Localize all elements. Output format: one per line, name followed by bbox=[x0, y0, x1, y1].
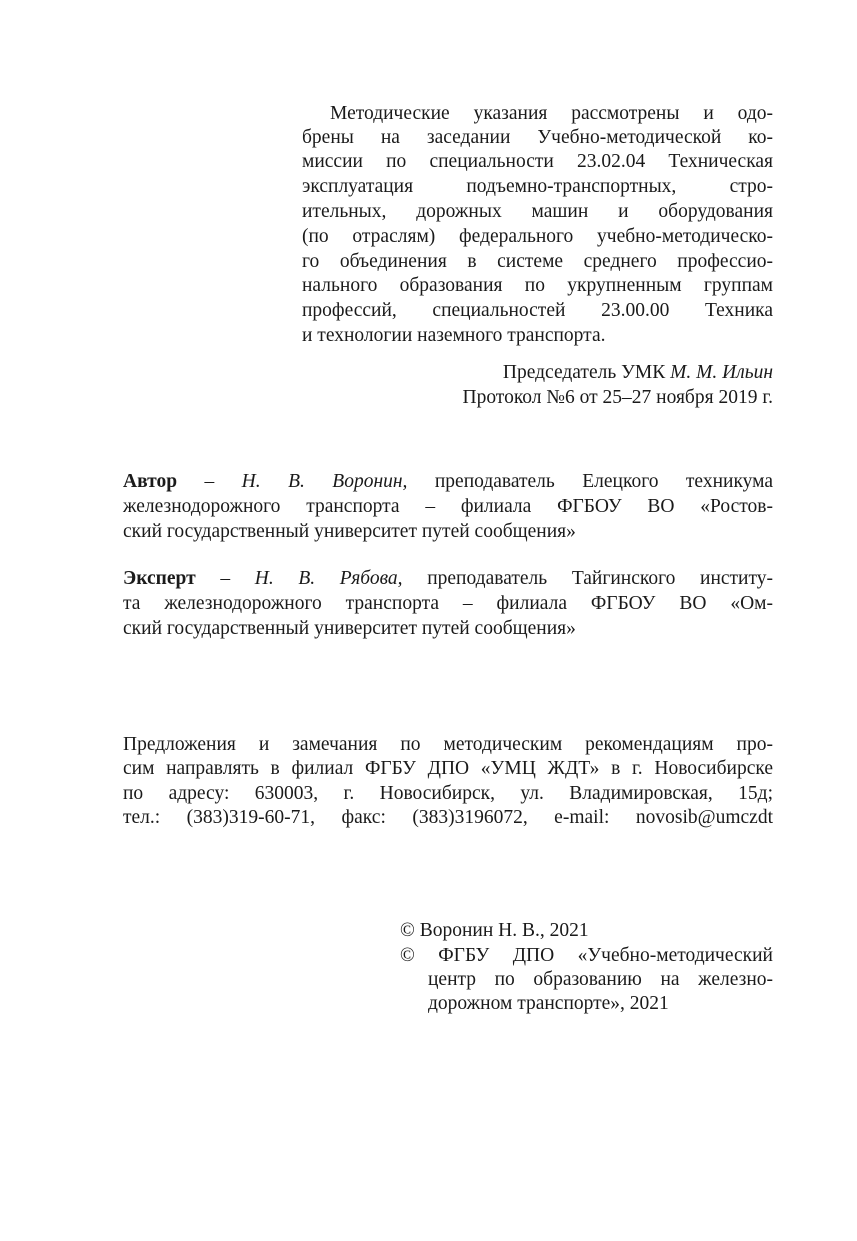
chairman-signature bbox=[302, 361, 773, 385]
approval-line: профессий, специальностей 23.00.00 Техника bbox=[302, 300, 773, 321]
approval-line: го объединения в системе среднего профессио- bbox=[302, 251, 773, 272]
expert-dash: – bbox=[195, 568, 255, 589]
expert-label: Эксперт bbox=[123, 568, 196, 589]
approval-line: ительных, дорожных машин и оборудования bbox=[302, 201, 773, 222]
author-dash: – bbox=[177, 471, 242, 492]
feedback-line: сим направлять в филиал ФГБУ ДПО «УМЦ ЖДТ» в г. Новосибирске bbox=[123, 758, 773, 779]
approval-line: брены на заседании Учебно-методической ко- bbox=[302, 127, 773, 148]
copyright-line: дорожном транспорте», 2021 bbox=[428, 993, 669, 1014]
feedback-line: по адресу: 630003, г. Новосибирск, ул. Владимировская, 15д; bbox=[123, 783, 773, 804]
chairman-label: Председатель УМК bbox=[502, 362, 666, 383]
author-position: преподаватель Елецкого техникума bbox=[407, 471, 773, 492]
approval-line: эксплуатация подъемно-транспортных, стро- bbox=[302, 176, 773, 197]
feedback-line: тел.: (383)319-60-71, факс: (383)3196072, e-mail: novosib@umczdt bbox=[123, 807, 773, 828]
copyright-line: © Воронин Н. В., 2021 bbox=[400, 920, 589, 941]
expert-position: преподаватель Тайгинского институ- bbox=[402, 568, 773, 589]
protocol-line: Протокол №6 от 25–27 ноября 2019 г. bbox=[462, 387, 773, 408]
copyright-line: © ФГБУ ДПО «Учебно-методический bbox=[400, 945, 773, 966]
copyright-line: центр по образованию на железно- bbox=[428, 969, 773, 990]
expert-line: та железнодорожного транспорта – филиала ФГБОУ ВО «Ом- bbox=[123, 593, 773, 614]
approval-line: миссии по специальности 23.02.04 Техническая bbox=[302, 151, 773, 172]
feedback-line: Предложения и замечания по методическим рекомендациям про- bbox=[123, 734, 773, 755]
author-label: Автор bbox=[123, 471, 178, 492]
expert-line: ский государственный университет путей сообщения» bbox=[123, 618, 576, 639]
approval-line: и технологии наземного транспорта. bbox=[302, 325, 606, 346]
author-line bbox=[123, 470, 773, 494]
author-line: ский государственный университет путей сообщения» bbox=[123, 521, 576, 542]
approval-line: нального образования по укрупненным группам bbox=[302, 275, 773, 296]
expert-line bbox=[123, 567, 773, 591]
expert-name: Н. В. Рябова, bbox=[254, 568, 403, 589]
author-line: железнодорожного транспорта – филиала ФГБОУ ВО «Ростов- bbox=[123, 496, 773, 517]
approval-line: (по отраслям) федерального учебно-методическо- bbox=[302, 226, 773, 247]
approval-line: Методические указания рассмотрены и одо- bbox=[330, 103, 773, 124]
author-name: Н. В. Воронин, bbox=[241, 471, 408, 492]
chairman-name: М. М. Ильин bbox=[670, 362, 773, 383]
